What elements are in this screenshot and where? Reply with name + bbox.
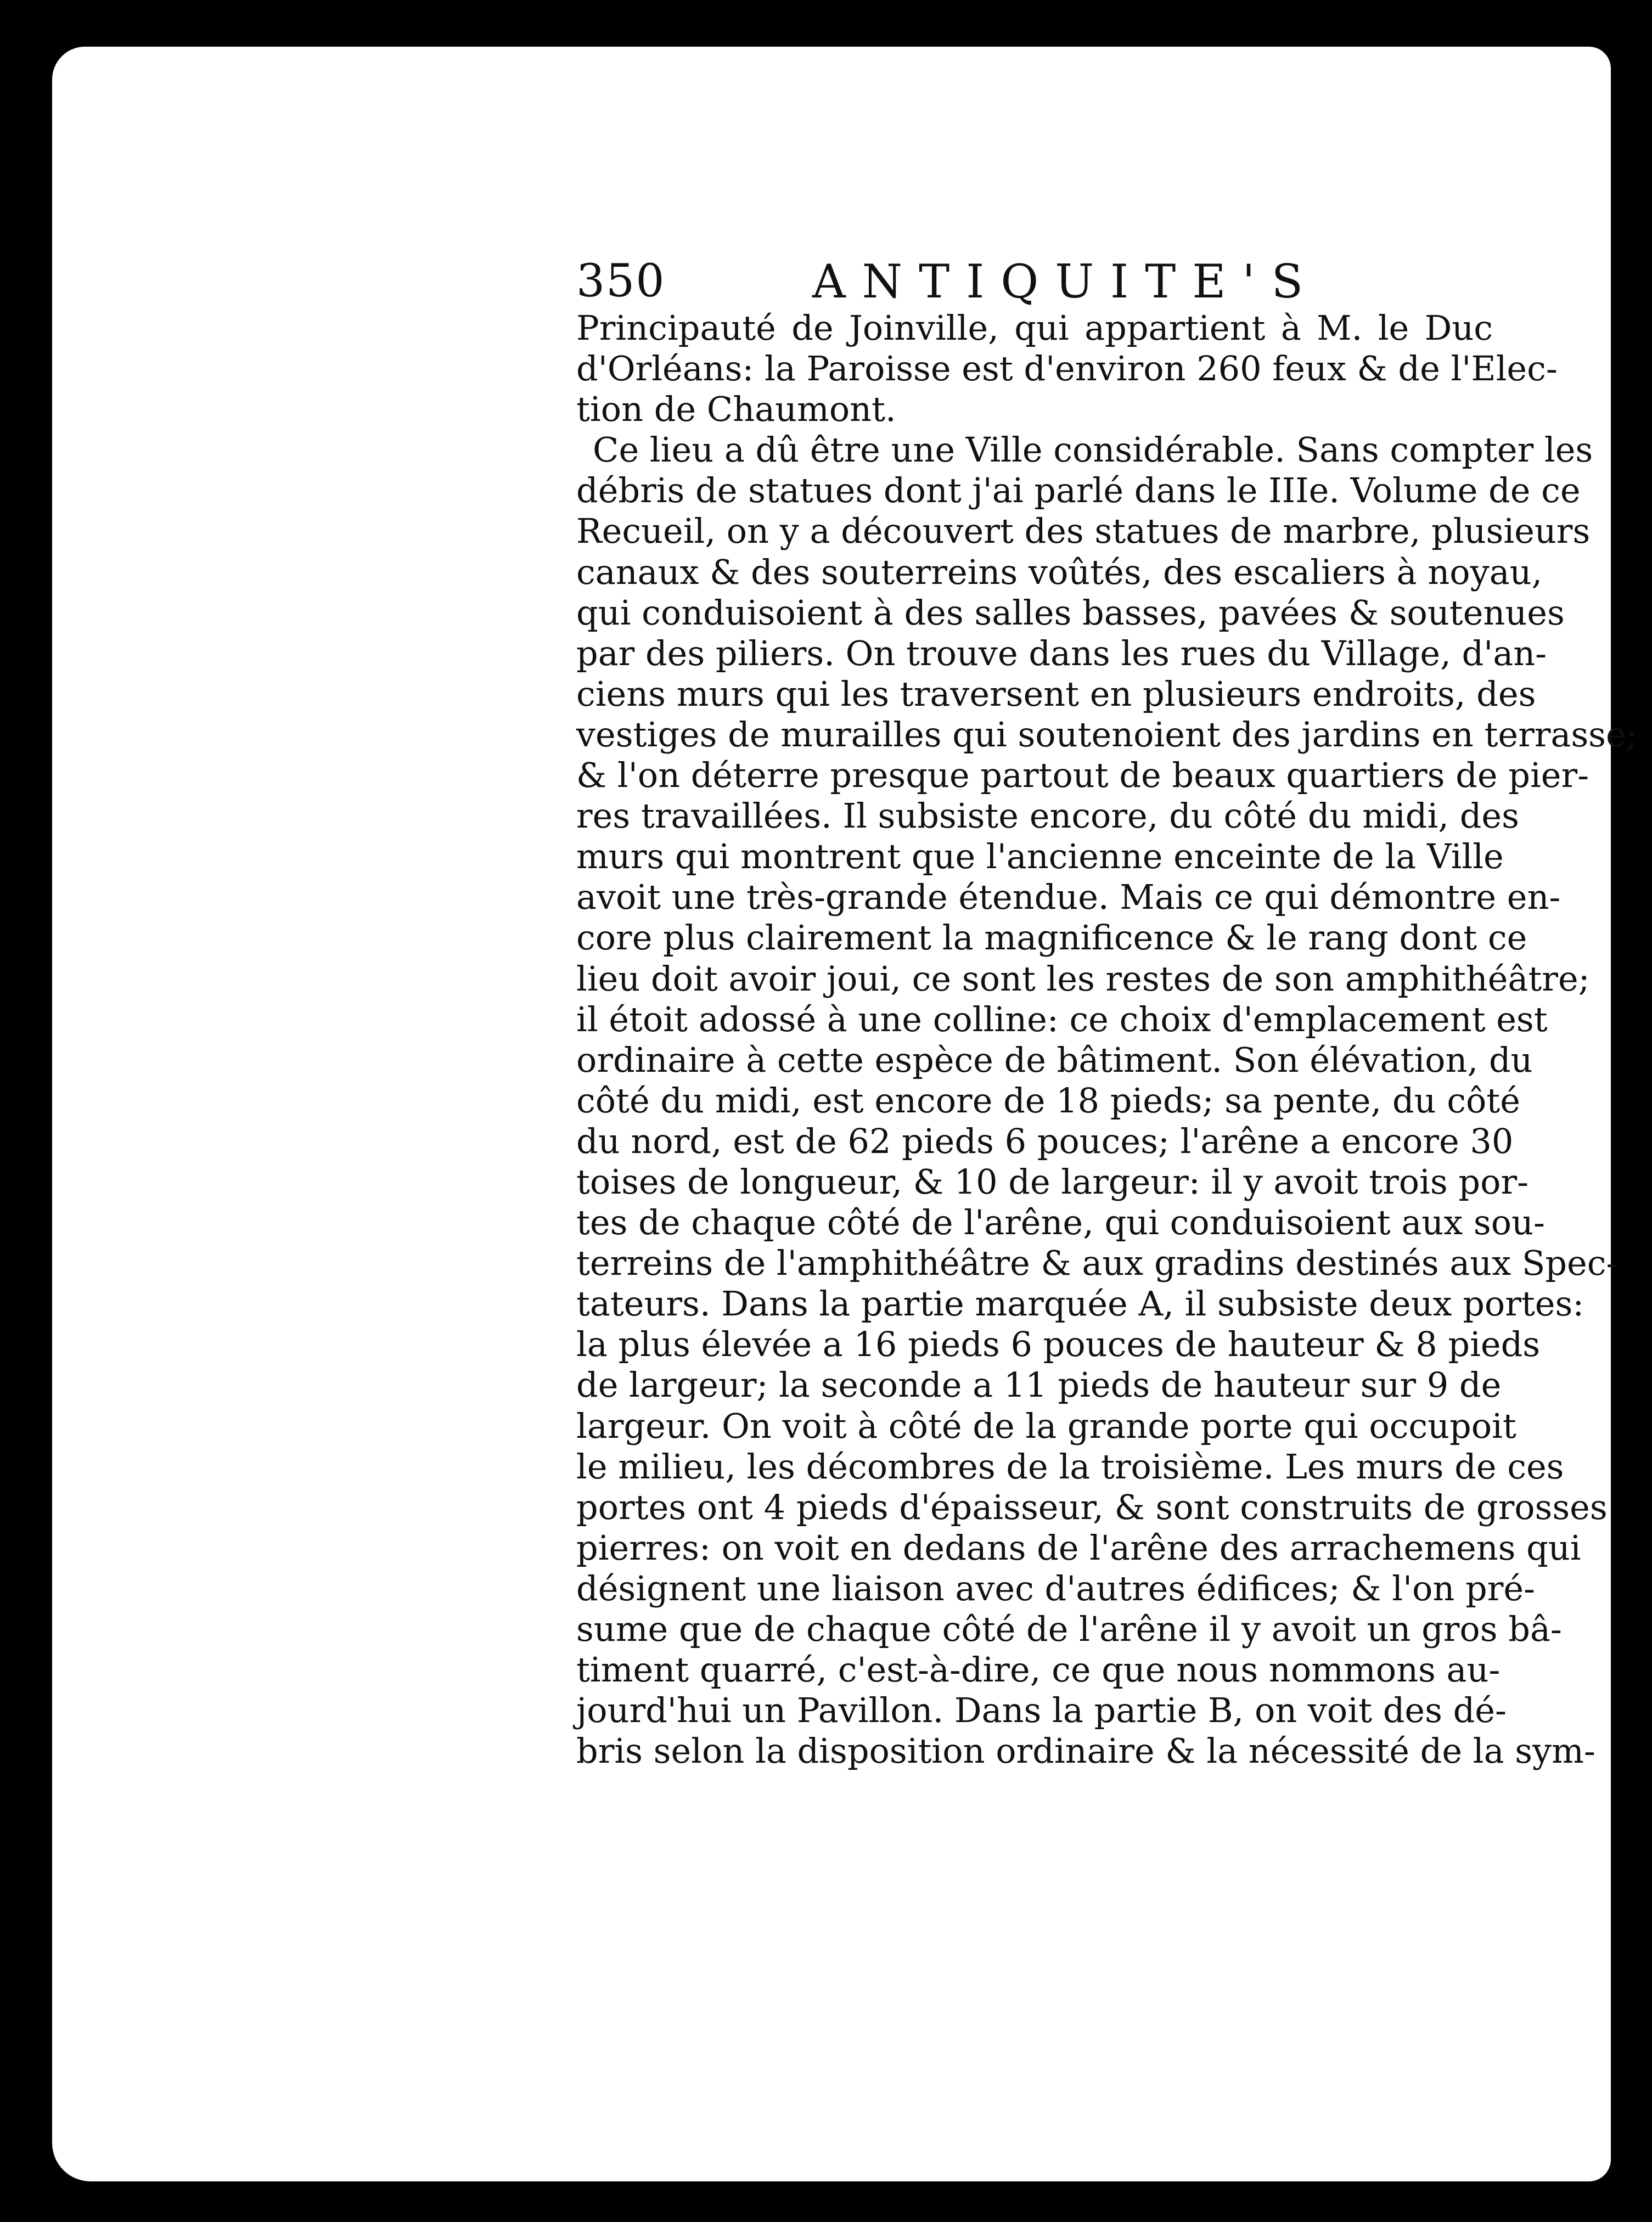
page-number: 350 bbox=[576, 255, 666, 307]
text-line: avoit une très-grande étendue. Mais ce qui démontre en- bbox=[576, 877, 1561, 918]
text-line: la plus élevée a 16 pieds 6 pouces de hauteur & 8 pieds bbox=[576, 1324, 1541, 1365]
text-line: de largeur; la seconde a 11 pieds de hauteur sur 9 de bbox=[576, 1365, 1502, 1405]
text-line: qui conduisoient à des salles basses, pavées & soutenues bbox=[576, 592, 1565, 633]
text-line: du nord, est de 62 pieds 6 pouces; l'arêne a encore 30 bbox=[576, 1121, 1514, 1161]
text-line: res travaillées. Il subsiste encore, du côté du midi, des bbox=[576, 796, 1519, 836]
text-line: d'Orléans: la Paroisse est d'environ 260 feux & de l'Elec- bbox=[576, 348, 1558, 389]
text-line: ciens murs qui les traversent en plusieurs endroits, des bbox=[576, 673, 1536, 714]
text-line: toises de longueur, & 10 de largeur: il y avoit trois por- bbox=[576, 1161, 1529, 1202]
text-line: désignent une liaison avec d'autres édifices; & l'on pré- bbox=[576, 1568, 1535, 1608]
book-page bbox=[52, 47, 1638, 2181]
text-line: Principauté de Joinville, qui appartient à M. le Duc bbox=[576, 308, 1493, 348]
text-line: pierres: on voit en dedans de l'arêne des arrachemens qui bbox=[576, 1527, 1581, 1568]
text-line: côté du midi, est encore de 18 pieds; sa pente, du côté bbox=[576, 1080, 1520, 1121]
text-line: portes ont 4 pieds d'épaisseur, & sont construits de grosses bbox=[576, 1487, 1608, 1527]
text-line: jourd'hui un Pavillon. Dans la partie B, on voit des dé- bbox=[576, 1690, 1507, 1731]
running-title: ANTIQUITE'S bbox=[812, 255, 1320, 308]
text-line: Recueil, on y a découvert des statues de marbre, plusieurs bbox=[576, 511, 1591, 552]
text-line: sume que de chaque côté de l'arêne il y avoit un gros bâ- bbox=[576, 1609, 1562, 1649]
text-line: tateurs. Dans la partie marquée A, il subsiste deux portes: bbox=[576, 1284, 1584, 1324]
text-line: vestiges de murailles qui soutenoient des jardins en terrasse; bbox=[576, 714, 1638, 755]
page-header bbox=[576, 255, 1493, 308]
text-line: tes de chaque côté de l'arêne, qui conduisoient aux sou- bbox=[576, 1202, 1545, 1243]
text-line: & l'on déterre presque partout de beaux quartiers de pier- bbox=[576, 755, 1589, 796]
text-line: ordinaire à cette espèce de bâtiment. Son élévation, du bbox=[576, 1039, 1533, 1080]
text-line: timent quarré, c'est-à-dire, ce que nous nommons au- bbox=[576, 1650, 1501, 1690]
text-line: il étoit adossé à une colline: ce choix d'emplacement est bbox=[576, 999, 1548, 1039]
text-line: murs qui montrent que l'ancienne enceinte de la Ville bbox=[576, 836, 1504, 877]
text-block bbox=[576, 255, 1638, 1771]
text-line: bris selon la disposition ordinaire & la nécessité de la sym- bbox=[576, 1731, 1595, 1771]
text-line: terreins de l'amphithéâtre & aux gradins destinés aux Spec- bbox=[576, 1243, 1618, 1284]
text-line: par des piliers. On trouve dans les rues du Village, d'an- bbox=[576, 633, 1547, 673]
text-line: canaux & des souterreins voûtés, des escaliers à noyau, bbox=[576, 552, 1543, 592]
text-line: Ce lieu a dû être une Ville considérable. Sans compter les bbox=[593, 430, 1593, 470]
text-line: le milieu, les décombres de la troisième. Les murs de ces bbox=[576, 1446, 1564, 1487]
text-line: largeur. On voit à côté de la grande porte qui occupoit bbox=[576, 1405, 1516, 1446]
body-text bbox=[576, 308, 1638, 1771]
text-line: tion de Chaumont. bbox=[576, 389, 896, 430]
text-line: débris de statues dont j'ai parlé dans le IIIe. Volume de ce bbox=[576, 470, 1581, 511]
text-line: core plus clairement la magnificence & le rang dont ce bbox=[576, 918, 1527, 958]
text-line: lieu doit avoir joui, ce sont les restes de son amphithéâtre; bbox=[576, 958, 1590, 999]
